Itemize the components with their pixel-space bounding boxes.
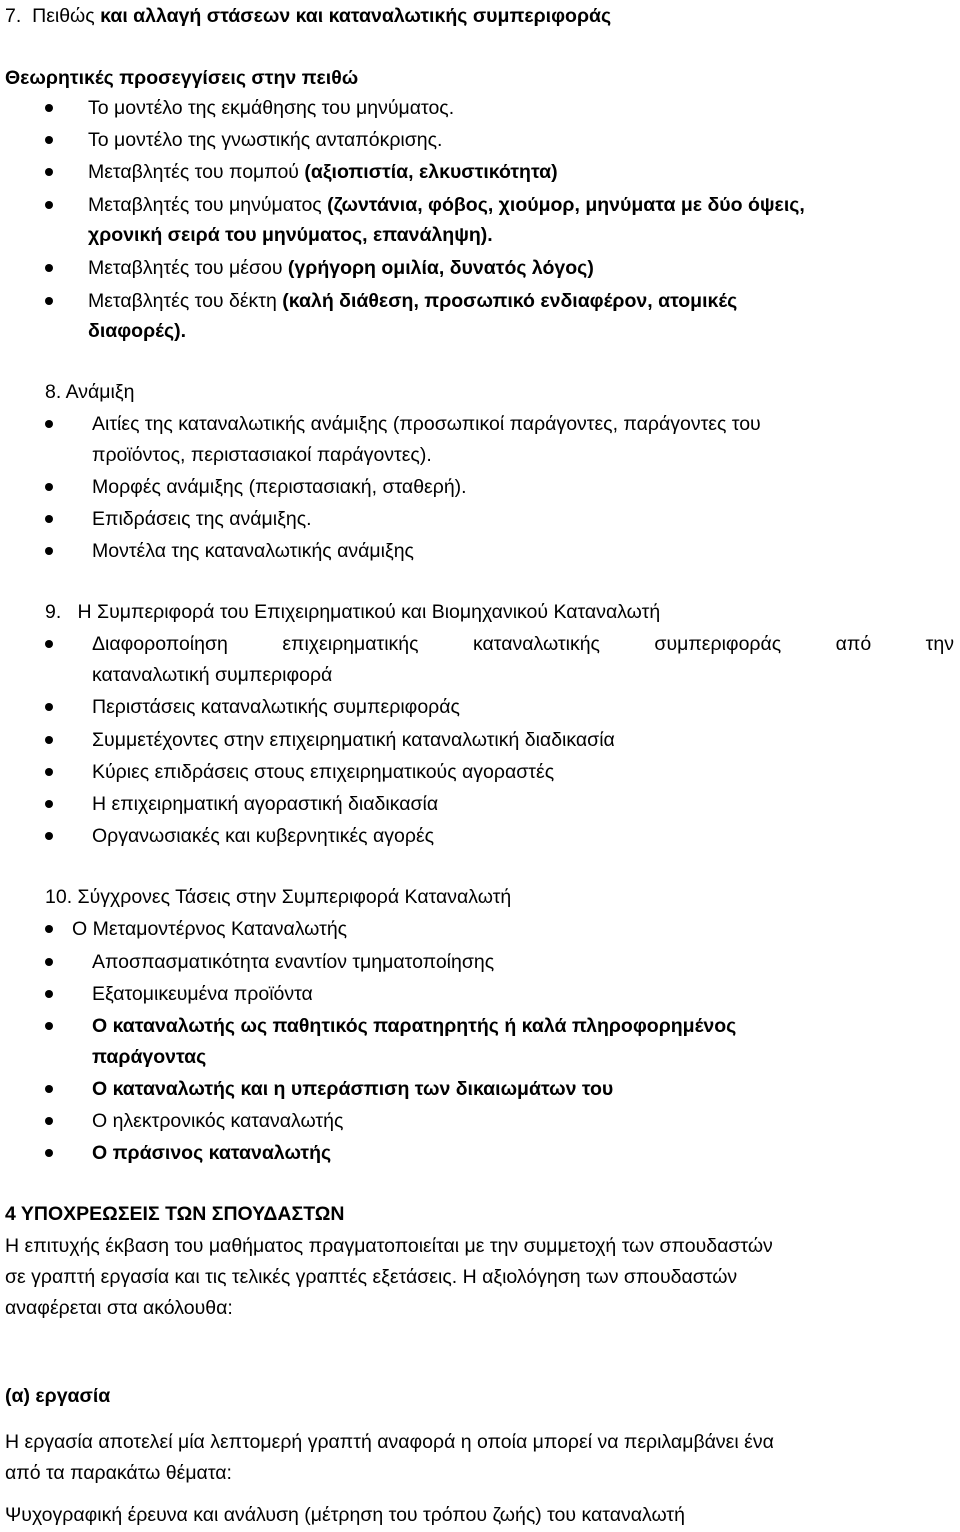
- bullet-icon: [45, 1117, 53, 1125]
- list-item: Το μοντέλο της γνωστικής ανταπόκρισης.: [88, 129, 443, 151]
- subsection-heading: (α) εργασία: [5, 1385, 111, 1407]
- section-number: 7.: [5, 5, 22, 27]
- bullet-icon: [45, 958, 53, 966]
- list-item: Διαφοροποίηση επιχειρηματικής καταναλωτικής συμπεριφοράς από την: [92, 633, 954, 655]
- list-item: Περιστάσεις καταναλωτικής συμπεριφοράς: [92, 696, 460, 718]
- list-item-bold: (ζωντάνια, φόβος, χιούμορ, μηνύματα με δύο όψεις,: [327, 194, 805, 216]
- bullet-icon: [45, 168, 53, 176]
- bullet-icon: [45, 800, 53, 808]
- list-item: Κύριες επιδράσεις στους επιχειρηματικούς αγοραστές: [92, 761, 555, 783]
- bullet-icon: [45, 768, 53, 776]
- list-item-text: Μεταβλητές του μηνύματος: [88, 194, 322, 216]
- heading-text: Πειθώς: [32, 5, 95, 27]
- list-item-bold: (γρήγορη ομιλία, δυνατός λόγος): [287, 257, 594, 279]
- list-item-continuation: καταναλωτική συμπεριφορά: [92, 664, 333, 686]
- section-8-heading: 8. Ανάμιξη: [45, 381, 135, 403]
- bullet-icon: [45, 420, 53, 428]
- paragraph-line: σε γραπτή εργασία και τις τελικές γραπτές εξετάσεις. Η αξιολόγηση των σπουδαστών: [5, 1266, 738, 1288]
- list-item: Συμμετέχοντες στην επιχειρηματική καταναλωτική διαδικασία: [92, 729, 615, 751]
- bullet-icon: [45, 201, 53, 209]
- bullet-icon: [45, 515, 53, 523]
- list-item-bold: (καλή διάθεση, προσωπικό ενδιαφέρον, ατομικές: [282, 290, 738, 312]
- list-item: Ο ηλεκτρονικός καταναλωτής: [92, 1110, 344, 1132]
- section-number: 9.: [45, 601, 62, 623]
- paragraph-line: Η εργασία αποτελεί μία λεπτομερή γραπτή αναφορά η οποία μπορεί να περιλαμβάνει ένα: [5, 1431, 774, 1453]
- bullet-icon: [45, 1022, 53, 1030]
- bullet-icon: [45, 297, 53, 305]
- list-item: [88, 256, 594, 280]
- paragraph-line: αναφέρεται στα ακόλουθα:: [5, 1297, 233, 1319]
- list-item: Η επιχειρηματική αγοραστική διαδικασία: [92, 793, 439, 815]
- list-item-continuation: διαφορές).: [88, 320, 187, 342]
- bullet-icon: [45, 703, 53, 711]
- list-item: [88, 160, 558, 184]
- section-4-heading: 4 ΥΠΟΧΡΕΩΣΕΙΣ ΤΩΝ ΣΠΟΥΔΑΣΤΩΝ: [5, 1203, 345, 1225]
- list-item: Μορφές ανάμιξης (περιστασιακή, σταθερή).: [92, 476, 467, 498]
- bullet-icon: [45, 483, 53, 491]
- bullet-icon: [45, 1085, 53, 1093]
- list-item-continuation: παράγοντας: [92, 1046, 207, 1068]
- heading-text: Σύγχρονες Τάσεις στην Συμπεριφορά Καταναλωτή: [77, 886, 512, 908]
- bullet-icon: [45, 925, 53, 933]
- list-item: Το μοντέλο της εκμάθησης του μηνύματος.: [88, 97, 455, 119]
- section-7-subheading: Θεωρητικές προσεγγίσεις στην πειθώ: [5, 67, 359, 89]
- heading-text-bold: και αλλαγή στάσεων και καταναλωτικής συμπεριφοράς: [100, 5, 612, 27]
- list-item-text: Μεταβλητές του μέσου: [88, 257, 283, 279]
- section-number: 10.: [45, 886, 73, 908]
- list-item: [88, 193, 805, 217]
- bullet-icon: [45, 264, 53, 272]
- list-item-text: Μεταβλητές του δέκτη: [88, 290, 277, 312]
- list-item: Επιδράσεις της ανάμιξης.: [92, 508, 312, 530]
- list-item: Αποσπασματικότητα εναντίον τμηματοποίησης: [92, 951, 495, 973]
- paragraph-line: Ψυχογραφική έρευνα και ανάλυση (μέτρηση του τρόπου ζωής) του καταναλωτή: [5, 1504, 685, 1526]
- section-10-heading: [45, 885, 511, 909]
- bullet-icon: [45, 547, 53, 555]
- list-item-continuation: προϊόντος, περιστασιακοί παράγοντες).: [92, 444, 432, 466]
- list-item: Οργανωσιακές και κυβερνητικές αγορές: [92, 825, 435, 847]
- list-item-text: Μεταβλητές του πομπού: [88, 161, 299, 183]
- bullet-icon: [45, 104, 53, 112]
- list-item: Μοντέλα της καταναλωτικής ανάμιξης: [92, 540, 414, 562]
- section-9-heading: [45, 600, 660, 624]
- bullet-icon: [45, 990, 53, 998]
- list-item-continuation: χρονική σειρά του μηνύματος, επανάληψη).: [88, 224, 493, 246]
- paragraph-line: Η επιτυχής έκβαση του μαθήματος πραγματοποιείται με την συμμετοχή των σπουδαστών: [5, 1235, 773, 1257]
- bullet-icon: [45, 136, 53, 144]
- bullet-icon: [45, 832, 53, 840]
- list-item: [88, 289, 737, 313]
- list-item: Ο πράσινος καταναλωτής: [92, 1142, 332, 1164]
- section-7-heading: [5, 4, 611, 28]
- bullet-icon: [45, 640, 53, 648]
- list-item: Ο καταναλωτής και η υπεράσπιση των δικαιωμάτων του: [92, 1078, 614, 1100]
- list-item: Εξατομικευμένα προϊόντα: [92, 983, 313, 1005]
- list-item: Ο Μεταμοντέρνος Καταναλωτής: [72, 918, 348, 940]
- list-item-bold: (αξιοπιστία, ελκυστικότητα): [304, 161, 558, 183]
- bullet-icon: [45, 1149, 53, 1157]
- heading-text: Η Συμπεριφορά του Επιχειρηματικού και Βιομηχανικού Καταναλωτή: [77, 601, 661, 623]
- paragraph-line: από τα παρακάτω θέματα:: [5, 1462, 232, 1484]
- bullet-icon: [45, 736, 53, 744]
- list-item: Ο καταναλωτής ως παθητικός παρατηρητής ή καλά πληροφορημένος: [92, 1015, 737, 1037]
- list-item: Αιτίες της καταναλωτικής ανάμιξης (προσωπικοί παράγοντες, παράγοντες του: [92, 413, 761, 435]
